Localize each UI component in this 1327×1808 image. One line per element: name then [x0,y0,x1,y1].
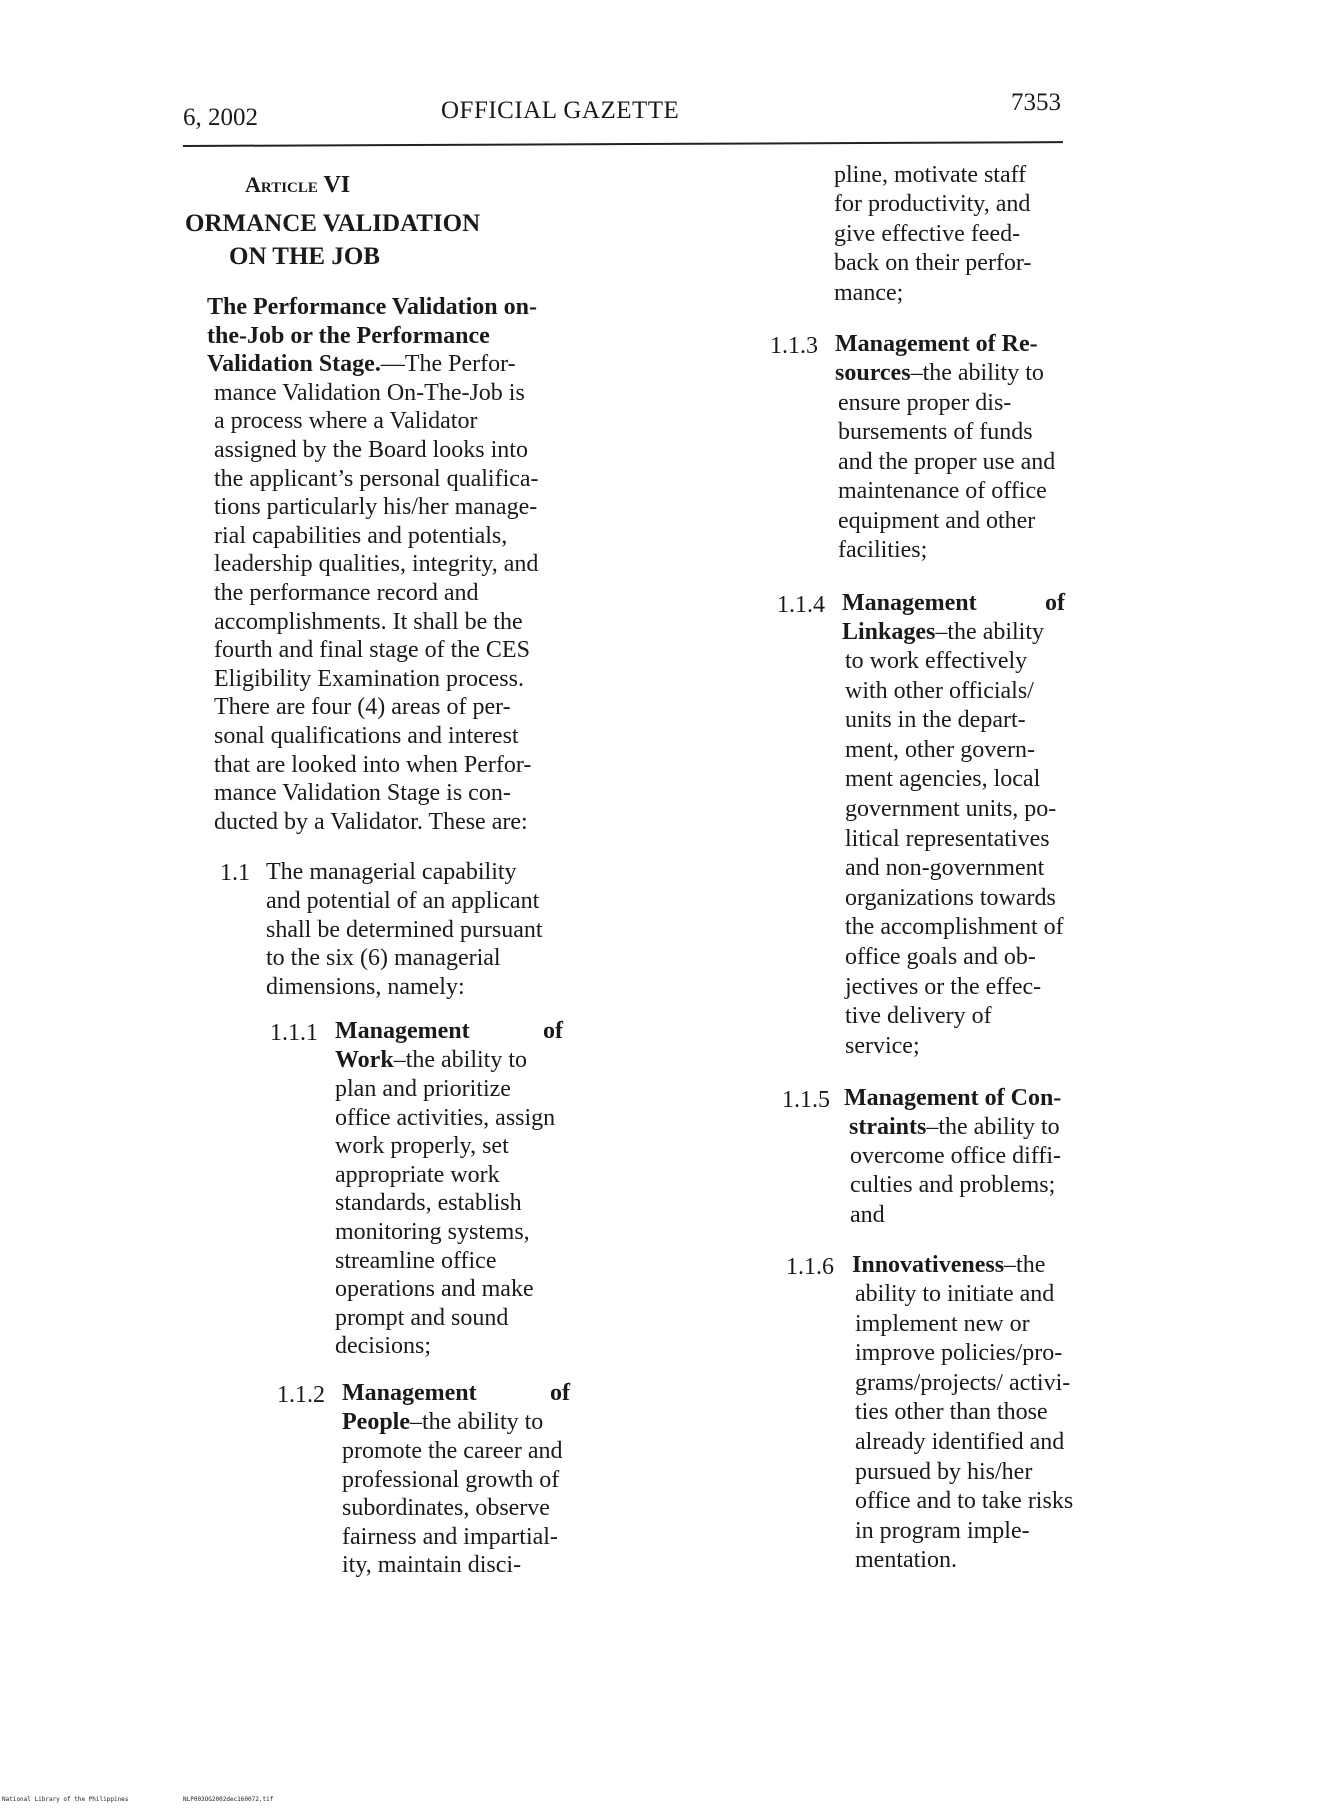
item-1-1-4-line: with other officials/ [845,677,1034,704]
item-1-1-1-number: 1.1.1 [270,1020,318,1046]
intro-line-text: the performance record and [214,580,479,606]
article-title-line2: ON THE JOB [229,243,380,270]
item-1-1-3-line: and the proper use and [838,448,1056,475]
article-label-word: Article [245,172,318,197]
item-1-1-1-line: decisions; [335,1333,431,1360]
item-1-1-5-subhead-rest: –the ability to [926,1114,1060,1140]
intro-line-text: a process where a Validator [214,408,478,435]
item-1-1-2-line: ity, maintain disci- [342,1552,522,1579]
item-1-1-1-line: plan and prioritize [335,1076,511,1102]
intro-line-text: fourth and final stage of the CES [214,637,530,664]
item-1-1-5-subhead-bold: straints [849,1114,927,1140]
item-1-1-6-heading-rest: –the [1004,1252,1046,1278]
intro-line [214,637,530,664]
item-1-1-6-line: office and to take risks [855,1488,1074,1515]
item-1-1-3-subhead-rest: –the ability to [910,360,1044,386]
intro-line [207,294,537,321]
item-1-1-3-line: equipment and other [838,507,1036,534]
intro-line [214,752,531,779]
item-1-1-6-heading [852,1252,1045,1279]
intro-line [214,494,537,521]
article-title-line1: ORMANCE VALIDATION [185,210,481,237]
item-1-1-1-line: work properly, set [335,1133,509,1160]
intro-line-bold: The Performance Validation on- [207,294,537,320]
intro-line-text: that are looked into when Perfor- [214,751,532,778]
item-1-1-2-cont-line: pline, motivate staff [834,162,1027,188]
item-1-1-line: dimensions, namely: [266,974,465,1001]
item-1-1-2-subhead-bold: People [342,1409,410,1435]
intro-line [214,780,511,807]
item-1-1-6-line: mentation. [855,1547,957,1574]
item-1-1-5-line: overcome office diffi- [850,1143,1062,1169]
item-1-1-3-line: ensure proper dis- [838,390,1012,416]
item-1-1-1-line: streamline office [335,1247,497,1274]
item-1-1-4-line: ment, other govern- [845,736,1035,763]
item-1-1-2-line: subordinates, observe [342,1495,550,1522]
item-1-1-2-line: professional growth of [342,1466,560,1493]
intro-line-bold: Validation Stage. [207,351,381,378]
item-1-1-4-number: 1.1.4 [777,592,825,618]
item-1-1-2-line: promote the career and [342,1438,563,1464]
item-1-1-1-subhead-bold: Work [335,1047,394,1073]
intro-line-text: the applicant’s personal qualifica- [214,465,539,492]
item-1-1-1-line: operations and make [335,1276,534,1303]
intro-line-text: sonal qualifications and interest [214,723,519,749]
item-1-1-3-subhead-bold: sources [835,360,911,386]
item-1-1-4-line: units in the depart- [845,707,1026,734]
item-1-1-4-subhead [842,619,1044,646]
intro-line-text: mance Validation On-The-Job is [214,379,525,406]
item-1-1-1-line: appropriate work [335,1161,500,1188]
item-1-1-1-subhead [335,1047,527,1074]
item-1-1-5-subhead [849,1114,1060,1141]
item-1-1-4-line: office goals and ob- [845,944,1036,970]
item-1-1-2-heading-of: of [550,1380,570,1406]
intro-line-text: ducted by a Validator. These are: [214,808,528,835]
item-1-1-5-line: culties and problems; [850,1172,1056,1199]
item-1-1-3-subhead [835,360,1044,387]
article-number: VI [323,172,351,198]
item-1-1-5-number: 1.1.5 [782,1087,830,1113]
footer-library: National Library of the Philippines [2,1796,129,1803]
item-1-1-3-line: bursements of funds [838,419,1033,446]
item-1-1-line: and potential of an applicant [266,887,540,914]
item-1-1-6-number: 1.1.6 [786,1254,834,1280]
item-1-1-4-line: government units, po- [845,796,1057,822]
item-1-1-6-line: pursued by his/her [855,1458,1033,1485]
item-1-1-4-line: the accomplishment of [845,914,1064,941]
item-1-1-6-line: grams/projects/ activi- [855,1369,1071,1396]
item-1-1-1-line: standards, establish [335,1190,522,1217]
intro-line [214,723,519,750]
item-1-1-1-subhead-rest: –the ability to [393,1047,527,1073]
intro-line-text: rial capabilities and potentials, [214,522,508,549]
intro-line-text: assigned by the Board looks into [214,437,528,463]
item-1-1-2-cont-line: mance; [834,279,904,306]
item-1-1-5-line: and [850,1201,885,1228]
header-rule [183,141,1063,147]
header-date: 6, 2002 [183,104,258,131]
item-1-1-6-line: implement new or [855,1310,1030,1337]
item-1-1-1-line: office activities, assign [335,1104,556,1131]
intro-line-text: accomplishments. It shall be the [214,608,523,635]
intro-line [214,666,524,693]
item-1-1-2-heading: Management [342,1380,477,1406]
item-1-1-line: to the six (6) managerial [266,945,501,972]
intro-line [214,466,539,493]
item-1-1-4-line: to work effectively [845,648,1028,674]
item-1-1-3-line: maintenance of office [838,478,1047,505]
item-1-1-4-line: and non-government [845,855,1045,882]
article-label [245,172,350,199]
item-1-1-6-heading-bold: Innovativeness [852,1252,1005,1278]
intro-line-text: leadership qualities, integrity, and [214,551,539,578]
item-1-1-1-line: prompt and sound [335,1304,509,1331]
item-1-1-4-line: ment agencies, local [845,766,1041,793]
item-1-1-2-cont-line: for productivity, and [834,191,1031,218]
intro-line [214,551,538,578]
item-1-1-4-subhead-bold: Linkages [842,619,936,645]
intro-line-text: There are four (4) areas of per- [214,694,511,721]
item-1-1-4-heading-of: of [1045,590,1065,616]
intro-line-text: mance Validation Stage is con- [214,780,511,807]
item-1-1-6-line: already identified and [855,1429,1065,1455]
item-1-1-3-number: 1.1.3 [770,333,818,359]
header-publication: OFFICIAL GAZETTE [441,97,680,124]
item-1-1-1-heading: Management [335,1018,470,1044]
item-1-1-line: shall be determined pursuant [266,916,543,943]
intro-line [214,523,507,550]
intro-line [214,408,477,435]
item-1-1-6-line: improve policies/pro- [855,1340,1063,1367]
header-page-number: 7353 [1011,89,1061,116]
item-1-1-4-line: jectives or the effec- [845,973,1042,1000]
item-1-1-2-subhead-rest: –the ability to [409,1409,544,1435]
intro-line-text: Eligibility Examination process. [214,665,524,692]
intro-line [207,323,490,350]
item-1-1-6-line: ties other than those [855,1399,1048,1426]
item-1-1-2-subhead [342,1409,543,1436]
item-1-1-4-line: service; [845,1032,920,1059]
item-1-1-6-line: in program imple- [855,1517,1030,1544]
intro-line [207,351,516,378]
item-1-1-4-line: organizations towards [845,884,1056,911]
item-1-1-4-line: tive delivery of [845,1003,992,1030]
item-1-1-2-cont-line: back on their perfor- [834,250,1032,277]
item-1-1-2-number: 1.1.2 [277,1382,325,1408]
item-1-1-5-heading: Management of Con- [844,1085,1062,1111]
item-1-1-4-subhead-rest: –the ability [935,619,1045,645]
item-1-1-3-line: facilities; [838,537,928,563]
intro-line-bold: the-Job or the Performance [207,322,490,349]
item-1-1-4-heading: Management [842,590,977,616]
footer-file: NLP003OG2002dec160072.tif [183,1796,274,1803]
item-1-1-4-line: litical representatives [845,825,1050,852]
intro-line [214,809,528,836]
item-1-1-2-line: fairness and impartial- [342,1523,558,1550]
intro-line-text: tions particularly his/her manage- [214,494,538,521]
intro-line [214,380,525,407]
item-1-1-3-heading: Management of Re- [835,331,1038,357]
intro-line [214,609,523,636]
intro-line [214,694,511,721]
item-1-1-2-cont-line: give effective feed- [834,220,1021,247]
item-1-1-number: 1.1 [220,860,250,886]
item-1-1-6-line: ability to initiate and [855,1281,1055,1307]
intro-line [214,580,479,607]
item-1-1-line: The managerial capability [266,859,517,885]
item-1-1-1-line: monitoring systems, [335,1219,530,1245]
intro-line-text: —The Perfor- [380,351,516,378]
item-1-1-1-heading-of: of [543,1018,563,1044]
intro-line [214,437,528,464]
